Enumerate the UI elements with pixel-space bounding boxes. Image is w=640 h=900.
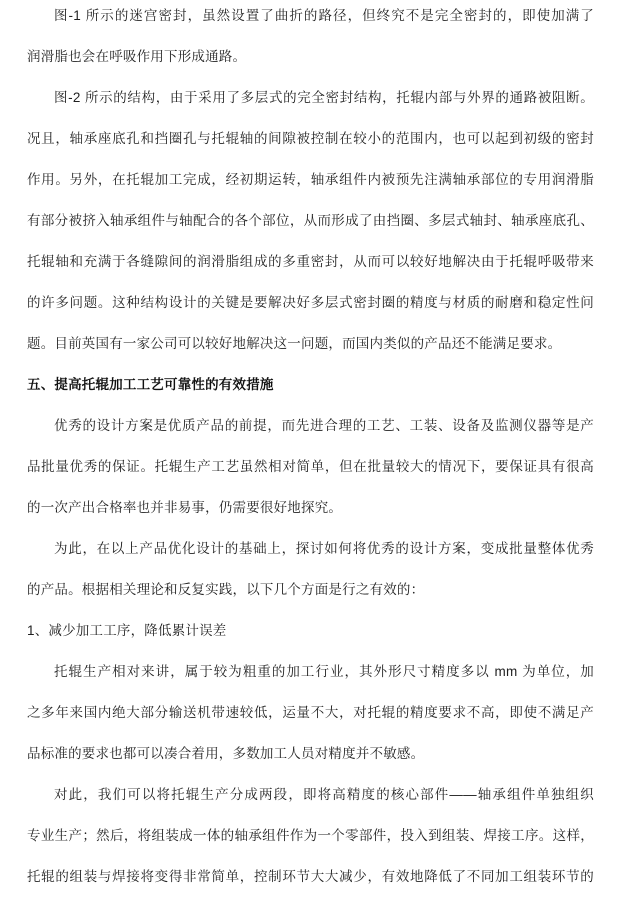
text-line: 对此，我们可以将托辊生产分成两段，即将高精度的核心部件——轴承组件单独组织 <box>54 787 594 802</box>
text-line: 有部分被挤入轴承组件与轴配合的各个部位，从而形成了由挡圈、多层式轴封、轴承座底孔、 <box>27 213 594 228</box>
text-line: 优秀的设计方案是优质产品的前提，而先进合理的工艺、工装、设备及监测仪器等是产 <box>54 418 594 433</box>
text-line: 题。目前英国有一家公司可以较好地解决这一问题，而国内类似的产品还不能满足要求。 <box>27 336 562 351</box>
text-line: 专业生产；然后，将组装成一体的轴承组件作为一个零部件，投入到组装、焊接工序。这样， <box>27 828 594 843</box>
document-text-block <box>27 0 594 897</box>
text-line: 图-2 所示的结构，由于采用了多层式的完全密封结构，托辊内部与外界的通路被阻断。 <box>54 90 594 105</box>
numbered-item-heading: 1、减少加工工序，降低累计误差 <box>27 623 227 638</box>
text-line: 的一次产出合格率也并非易事，仍需要很好地探究。 <box>27 500 343 515</box>
text-line: 托辊轴和充满于各缝隙间的润滑脂组成的多重密封，从而可以较好地解决由于托辊呼吸带来 <box>27 254 594 269</box>
text-line: 品批量优秀的保证。托辊生产工艺虽然相对简单，但在批量较大的情况下，要保证具有很高 <box>27 459 594 474</box>
text-line: 之多年来国内绝大部分输送机带速较低，运量不大，对托辊的精度要求不高，即使不满足产 <box>27 705 594 720</box>
text-line: 托辊的组装与焊接将变得非常简单，控制环节大大减少，有效地降低了不同加工组装环节的 <box>27 869 594 884</box>
text-line: 作用。另外，在托辊加工完成，经初期运转，轴承组件内被预先注满轴承部位的专用润滑脂 <box>27 172 594 187</box>
text-line: 品标准的要求也都可以凑合着用，多数加工人员对精度并不敏感。 <box>27 746 425 761</box>
text-line: 润滑脂也会在呼吸作用下形成通路。 <box>27 49 247 64</box>
text-line: 托辊生产相对来讲，属于较为粗重的加工行业，其外形尺寸精度多以 mm 为单位，加 <box>54 664 594 679</box>
text-line: 图-1 所示的迷宫密封，虽然设置了曲折的路径，但终究不是完全密封的，即使加满了 <box>54 8 594 23</box>
section-heading: 五、提高托辊加工工艺可靠性的有效措施 <box>27 377 274 392</box>
text-line: 的许多问题。这种结构设计的关键是要解决好多层式密封圈的精度与材质的耐磨和稳定性问 <box>27 295 594 310</box>
text-line: 况且，轴承座底孔和挡圈孔与托辊轴的间隙被控制在较小的范围内，也可以起到初级的密封 <box>27 131 594 146</box>
text-line: 的产品。根据相关理论和反复实践，以下几个方面是行之有效的： <box>27 582 425 597</box>
text-line: 为此，在以上产品优化设计的基础上，探讨如何将优秀的设计方案，变成批量整体优秀 <box>54 541 594 556</box>
